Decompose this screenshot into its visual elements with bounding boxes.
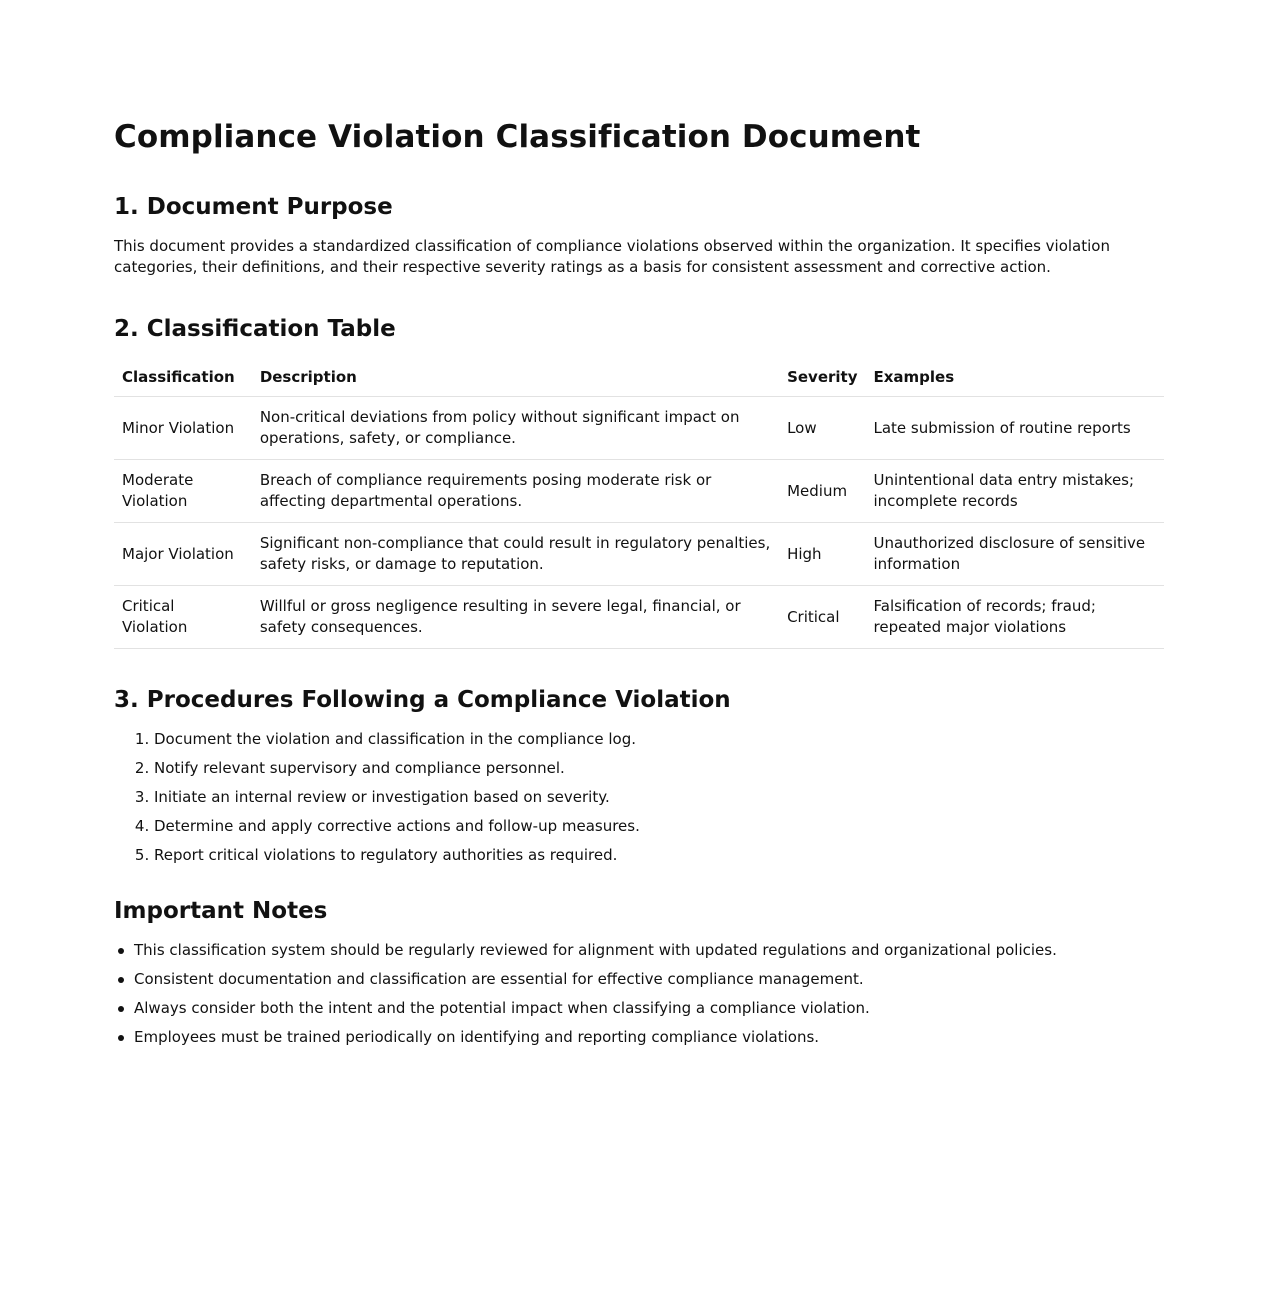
cell-examples: Late submission of routine reports [866,397,1165,460]
list-item: 5. Report critical violations to regulatory authorities as required. [154,845,1164,866]
column-header-description: Description [252,358,779,397]
table-row [114,397,1164,460]
note-text: Always consider both the intent and the potential impact when classifying a compliance violation. [134,999,870,1017]
bullet-icon [118,1035,124,1041]
notes-list [114,940,1164,1048]
table-row [114,523,1164,586]
column-header-severity: Severity [779,358,865,397]
note-text: Employees must be trained periodically on identifying and reporting compliance violations. [134,1028,820,1046]
list-item [134,998,1164,1019]
cell-description: Significant non-compliance that could result in regulatory penalties, safety risks, or damage to reputation. [252,523,779,586]
cell-classification: Moderate Violation [114,460,252,523]
page-title: Compliance Violation Classification Document [114,119,921,155]
classification-table-heading: 2. Classification Table [114,316,396,342]
cell-examples: Unintentional data entry mistakes; incomplete records [866,460,1165,523]
table-header-row [114,358,1164,397]
cell-description: Breach of compliance requirements posing moderate risk or affecting departmental operations. [252,460,779,523]
cell-classification: Major Violation [114,523,252,586]
list-item: 3. Initiate an internal review or investigation based on severity. [154,787,1164,808]
list-item: 2. Notify relevant supervisory and compliance personnel. [154,758,1164,779]
cell-severity: Medium [779,460,865,523]
column-header-classification: Classification [114,358,252,397]
table-row [114,460,1164,523]
cell-examples: Falsification of records; fraud; repeated major violations [866,586,1165,649]
bullet-icon [118,977,124,983]
cell-classification: Minor Violation [114,397,252,460]
list-item [134,940,1164,961]
cell-severity: High [779,523,865,586]
column-header-examples: Examples [866,358,1165,397]
classification-table [114,358,1164,649]
list-item [134,1027,1164,1048]
bullet-icon [118,1006,124,1012]
table-row [114,586,1164,649]
note-text: This classification system should be regularly reviewed for alignment with updated regulations and organizational policies. [134,941,1057,959]
cell-severity: Low [779,397,865,460]
cell-examples: Unauthorized disclosure of sensitive information [866,523,1165,586]
cell-description: Non-critical deviations from policy without significant impact on operations, safety, or compliance. [252,397,779,460]
purpose-text: This document provides a standardized classification of compliance violations observed within the organization. It specifies violation categories, their definitions, and their respective severity ratings as a basis for consistent assessment and corrective action. [114,237,1110,276]
purpose-heading: 1. Document Purpose [114,194,393,220]
list-item: 1. Document the violation and classification in the compliance log. [154,729,1164,750]
cell-description: Willful or gross negligence resulting in severe legal, financial, or safety consequences. [252,586,779,649]
procedures-list [114,729,1164,866]
bullet-icon [118,948,124,954]
list-item: 4. Determine and apply corrective actions and follow-up measures. [154,816,1164,837]
procedures-heading: 3. Procedures Following a Compliance Violation [114,687,731,713]
cell-classification: Critical Violation [114,586,252,649]
cell-severity: Critical [779,586,865,649]
note-text: Consistent documentation and classification are essential for effective compliance management. [134,970,864,988]
list-item [134,969,1164,990]
notes-heading: Important Notes [114,898,328,924]
